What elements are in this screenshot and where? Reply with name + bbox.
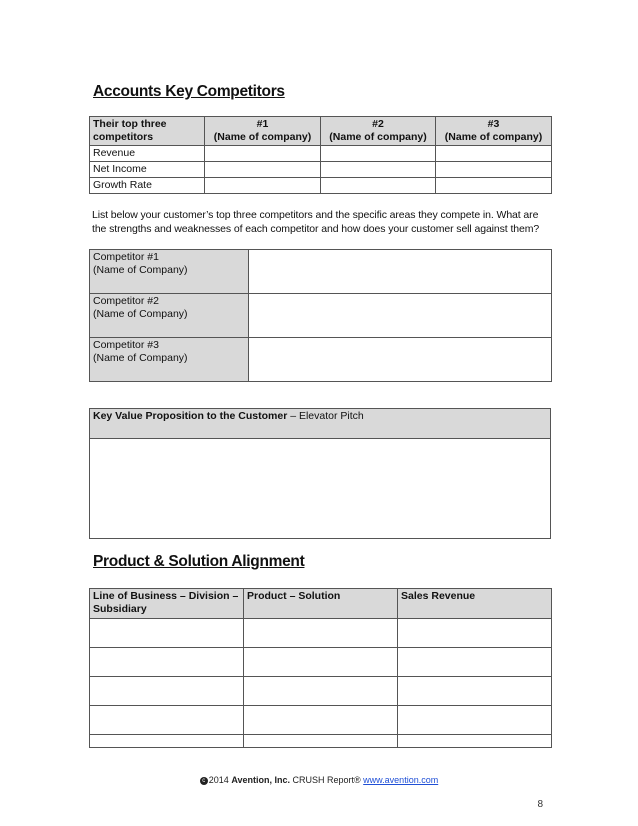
table-cell[interactable] [398,648,552,677]
instructions-paragraph: List below your customer’s top three competitors and the specific areas they compete in. What are the strengths and weaknesses of each competitor and how does your customer sell against them? [92,209,540,235]
table-row [90,338,552,382]
table-cell[interactable] [436,178,552,194]
row-label-net-income: Net Income [90,162,205,178]
page-footer [0,775,638,785]
header-cell-company-3: #3 (Name of company) [436,117,552,146]
table-cell[interactable] [90,706,244,735]
competitor-2-notes[interactable] [249,294,552,338]
table-row [90,178,552,194]
header-cell-line-of-business: Line of Business – Division – Subsidiary [90,589,244,619]
competitor-2-label: Competitor #2 (Name of Company) [90,294,249,338]
row-label-growth-rate: Growth Rate [90,178,205,194]
table-cell[interactable] [321,178,436,194]
footer-company: Avention, Inc. [231,775,290,785]
table-row [90,409,551,439]
header-cell-company-2: #2 (Name of company) [321,117,436,146]
table-cell[interactable] [436,162,552,178]
table-cell[interactable] [244,619,398,648]
table-row [90,294,552,338]
table-row [90,619,552,648]
page-number: 8 [537,799,543,810]
table-row [90,146,552,162]
copyright-icon: c [200,777,208,785]
table-cell[interactable] [244,706,398,735]
table-row [90,706,552,735]
competitor-1-label: Competitor #1 (Name of Company) [90,250,249,294]
table-cell[interactable] [436,146,552,162]
table-cell[interactable] [205,146,321,162]
table-cell[interactable] [244,648,398,677]
table-cell[interactable] [244,677,398,706]
table-row [90,677,552,706]
table-cell[interactable] [398,619,552,648]
table-cell[interactable] [205,178,321,194]
competitors-financial-table [89,116,552,194]
table-cell[interactable] [398,735,552,748]
header-cell-competitors: Their top three competitors [90,117,205,146]
header-cell-company-1: #1 (Name of company) [205,117,321,146]
table-cell[interactable] [398,677,552,706]
table-row [90,162,552,178]
table-row [90,439,551,539]
header-cell-product-solution: Product – Solution [244,589,398,619]
competitor-1-notes[interactable] [249,250,552,294]
section-title-competitors: Accounts Key Competitors [93,83,285,100]
table-cell[interactable] [90,648,244,677]
competitor-3-label: Competitor #3 (Name of Company) [90,338,249,382]
competitor-details-table [89,249,552,382]
table-row [90,648,552,677]
table-row [90,250,552,294]
footer-year: 2014 [208,775,229,785]
value-proposition-table [89,408,551,539]
table-cell[interactable] [321,146,436,162]
table-header-row [90,117,552,146]
table-cell[interactable] [321,162,436,178]
table-cell[interactable] [90,619,244,648]
footer-link[interactable]: www.avention.com [363,775,439,785]
competitor-3-notes[interactable] [249,338,552,382]
value-proposition-input[interactable] [90,439,551,539]
table-cell[interactable] [90,677,244,706]
row-label-revenue: Revenue [90,146,205,162]
value-proposition-header: Key Value Proposition to the Customer – Elevator Pitch [90,409,551,439]
table-cell[interactable] [398,706,552,735]
table-header-row [90,589,552,619]
table-cell[interactable] [90,735,244,748]
table-row [90,735,552,748]
section-title-product-alignment: Product & Solution Alignment [93,553,305,570]
product-alignment-table [89,588,552,748]
footer-product: CRUSH Report® [292,775,361,785]
table-cell[interactable] [205,162,321,178]
table-cell[interactable] [244,735,398,748]
header-cell-sales-revenue: Sales Revenue [398,589,552,619]
